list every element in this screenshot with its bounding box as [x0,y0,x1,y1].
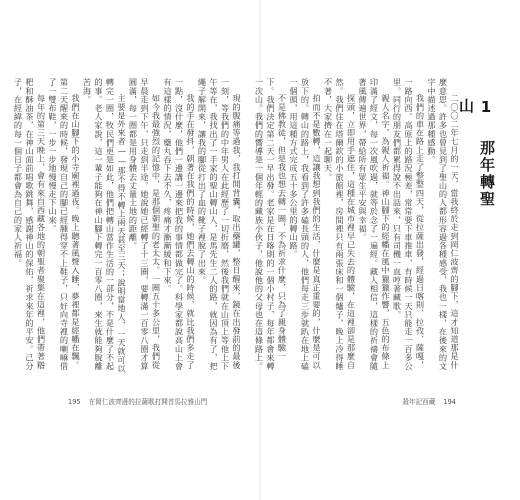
running-title: 在岡仁波齊邊的拉薩歌打開首馬拉雅山門 [88,398,208,406]
body-paragraph: 二〇〇二年七月的一天，當我終於走到岡仁波齊的腳下，這才知道那是什麼意思。許多也曾見到了聖山的人都形容過各種感受，我也一樣，在後來的文字中描述過那種感動。 [427,78,460,371]
body-paragraph: 親人名字，為親人祈福。神山腳下的經幡在風中獵獵作響，五色的布條上印滿了經文，每一次風吹過，就等於念了一遍經。藏人相信，這樣的祈禱會隨著風傳遍世界，帶給所有眾生平安與幸福。 [358,78,391,371]
chapter-heading [457,98,498,218]
body-paragraph: 拍而不是數轉，這讓我想到我們的生活，什麼是真正重要的，什麼是可以放下的。轉山的路上，我看到了許多磕長頭的人，他們每走三步就趴在地上磕一個頭，用這種方式完成五十多公里的轉山路。 [289,78,322,371]
body-paragraph: 如今我最強烈的記憶中，是那個朝聖的老太太。一圈五十多公里，我們從早晨走到下午，只走到半途。她說她已經轉了十三圈，要轉滿一百零八圈才算圓滿，每一圈都是用身體去丈量土地的距離。 [128,78,162,371]
page-number: 195 [68,398,81,406]
running-title: 殺年記西藏 [402,398,436,406]
body-paragraph: 我的手在發抖，朝著在我們的時候，她們去轉山的時候，就比我們多走了一點，沒什麼，他們一邊講一邊來把我的事情都做完了。科學家都說高山上會有這樣的情況，藥丸吞下去不久，疼痛才漸漸緩和下來。 [163,78,196,371]
right-page-body [254,78,460,378]
body-paragraph: 現的腹痛等過我，我打開背囊，取出藥罐，整日醒來，鏡在出發前的最後一刻，等我們的中年男人在此經歷了一切折磨，然後我們就在山頂上等他上下午等在，我找出了一手家的聖山轉山人，是馬先生二人的路，就因為有了，把繩子解開來，讓我的腳從打出了血的靴子裡脫了出來。 [197,78,242,371]
body-paragraph: 我們的車在路上走了整整四天，從拉薩出發，經過日喀則、拉孜、薩嘎，一路向西。高原上的路況極差，常常要下車推車，有時候一天只能走一百多公里。同行的朋友們都累得說不出話來，只有司機一直哼著藏歌。 [392,78,426,371]
body-paragraph: 我們在山腳下的小寺廟裡過夜。晚上聽著風聲入睡，夢裡都是經幡在飄。第二天醒來的時候，發現自己的腳已經腫得穿不上鞋子，只好向寺裡的喇嘛借了一雙布鞋，一步一步地慢慢走下山來。 [48,78,81,371]
body-paragraph: 探頭，立即用手遮住，這種在城市裡早已失去的體驗，在這裡卻是那麼自然。我們住在塔爾欽的小旅館裡，房間裡只有兩張床和一個爐子，晚上冷得睡不著，大家擠在一起聊天。 [323,78,357,371]
left-page-body [13,78,242,378]
body-paragraph: 主要是外來者——那不得不轉上兩天甚至三天；說明當地人，一天就可以轉完一圈，牧民們更是如此，他們把轉山當作生活的一部分，不是什麼了不起的事。老人家說，這一輩子能夠在神山腳下轉完一百零八圈，來生就能夠脫離苦海。 [82,78,127,374]
body-paragraph: 不是佛教徒，但是我也想去轉一圈，不為祈求什麼，只為了親身體驗一下。我們決定第二天一早出發。老家是在日喀則的一個小村子，每年都會來轉一次山。我們的嚮導是一個年輕的藏族小伙子，他說他的父母也在這條路上。 [254,78,288,371]
chapter-number: 1 [480,98,494,116]
right-page-footer [402,396,456,406]
page-number: 194 [443,398,456,406]
chapter-title: 那年轉聖山 [457,98,496,208]
body-paragraph: 每年的第三天晚上，會有來自西藏各地的朝聖者聚集在這裡，他們帶著糌粑和酥油茶，在神山面前唱歌跳舞，感謝神山的保佑，祈求來年的平安。己分子，在經緯的每一個日子都會為自己的家人祈福。 [13,78,47,371]
right-page [254,0,520,500]
left-page-footer [68,396,207,406]
